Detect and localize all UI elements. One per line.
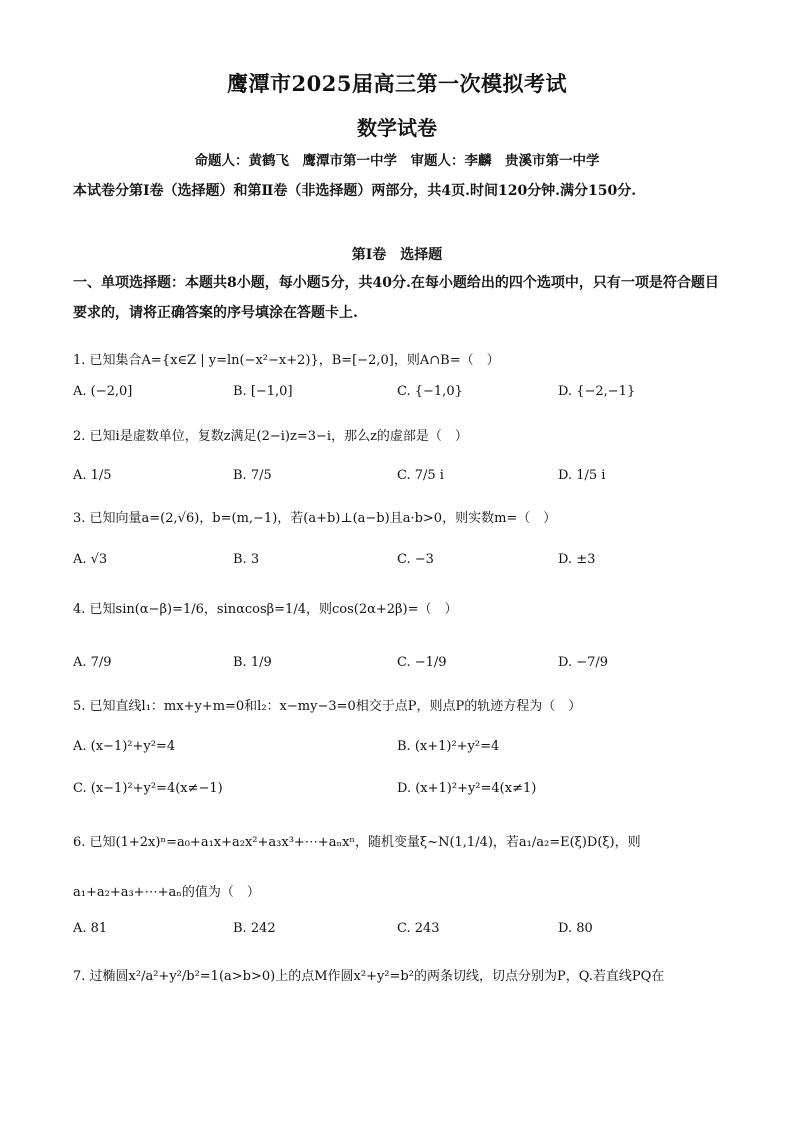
question-3-stem: 3. 已知向量a=(2,√6)，b=(m,−1)，若(a+b)⊥(a−b)且a·b>0，则实数m=（ ） xyxy=(73,511,557,526)
option-d[interactable]: D. (x+1)²+y²=4(x≠1) xyxy=(397,781,537,796)
option-c[interactable]: C. −3 xyxy=(397,552,434,567)
question-3-options xyxy=(73,552,723,580)
option-c[interactable]: C. 243 xyxy=(397,921,440,936)
question-5-options-row2 xyxy=(73,781,723,809)
question-4-options xyxy=(73,655,723,683)
option-c[interactable]: C. 7/5 i xyxy=(397,468,444,483)
question-7-stem: 7. 过椭圆x²/a²+y²/b²=1(a>b>0)上的点M作圆x²+y²=b²的两条切线，切点分别为P，Q.若直线PQ在 xyxy=(73,969,665,984)
question-1-stem: 1. 已知集合A={x∈Z | y=ln(−x²−x+2)}，B=[−2,0]，则A∩B=（ ） xyxy=(73,353,500,368)
option-d[interactable]: D. ±3 xyxy=(558,552,596,567)
option-b[interactable]: B. 7/5 xyxy=(233,468,272,483)
option-d[interactable]: D. 80 xyxy=(558,921,593,936)
option-c[interactable]: C. (x−1)²+y²=4(x≠−1) xyxy=(73,781,223,796)
question-2-options xyxy=(73,468,723,496)
question-6-stem: 6. 已知(1+2x)ⁿ=a₀+a₁x+a₂x²+a₃x³+⋯+aₙxⁿ，随机变量ξ~N(1,1/4)，若a₁/a₂=E(ξ)D(ξ)，则 xyxy=(73,835,641,850)
option-a[interactable]: A. 7/9 xyxy=(73,655,112,670)
authors-line: 命题人：黄鹤飞 鹰潭市第一中学 审题人：李麟 贵溪市第一中学 xyxy=(194,153,600,169)
option-a[interactable]: A. (x−1)²+y²=4 xyxy=(73,739,176,754)
option-b[interactable]: B. 242 xyxy=(233,921,276,936)
option-b[interactable]: B. [−1,0] xyxy=(233,384,293,399)
question-5-options-row1 xyxy=(73,739,723,767)
intro-paragraph: 本试卷分第Ⅰ卷（选择题）和第Ⅱ卷（非选择题）两部分，共4页.时间120分钟.满分150分. xyxy=(73,183,637,199)
option-d[interactable]: D. −7/9 xyxy=(558,655,609,670)
option-c[interactable]: C. {−1,0} xyxy=(397,384,463,399)
option-d[interactable]: D. 1/5 i xyxy=(558,468,606,483)
exam-title: 鹰潭市2025届高三第一次模拟考试 xyxy=(227,71,567,96)
question-4-stem: 4. 已知sin(α−β)=1/6，sinαcosβ=1/4，则cos(2α+2β)=（ ） xyxy=(73,602,458,617)
option-b[interactable]: B. 3 xyxy=(233,552,260,567)
question-1-options xyxy=(73,384,723,412)
option-c[interactable]: C. −1/9 xyxy=(397,655,447,670)
option-a[interactable]: A. 81 xyxy=(73,921,108,936)
part-heading: 第Ⅰ卷 选择题 xyxy=(351,247,443,263)
section-instructions: 一、单项选择题：本题共8小题，每小题5分，共40分.在每小题给出的四个选项中，只有一项是符合题目要求的，请将正确答案的序号填涂在答题卡上. xyxy=(73,275,719,321)
option-a[interactable]: A. 1/5 xyxy=(73,468,112,483)
option-a[interactable]: A. (−2,0] xyxy=(73,384,133,399)
option-a[interactable]: A. √3 xyxy=(73,552,108,567)
option-b[interactable]: B. (x+1)²+y²=4 xyxy=(397,739,500,754)
exam-subtitle: 数学试卷 xyxy=(357,116,437,140)
option-b[interactable]: B. 1/9 xyxy=(233,655,272,670)
question-6-stem-cont: a₁+a₂+a₃+⋯+aₙ的值为（ ） xyxy=(73,885,260,900)
option-d[interactable]: D. {−2,−1} xyxy=(558,384,636,399)
question-5-stem: 5. 已知直线l₁：mx+y+m=0和l₂：x−my−3=0相交于点P，则点P的轨迹方程为（ ） xyxy=(73,699,582,714)
question-2-stem: 2. 已知i是虚数单位，复数z满足(2−i)z=3−i，那么z的虚部是（ ） xyxy=(73,429,468,444)
question-6-options xyxy=(73,921,723,949)
